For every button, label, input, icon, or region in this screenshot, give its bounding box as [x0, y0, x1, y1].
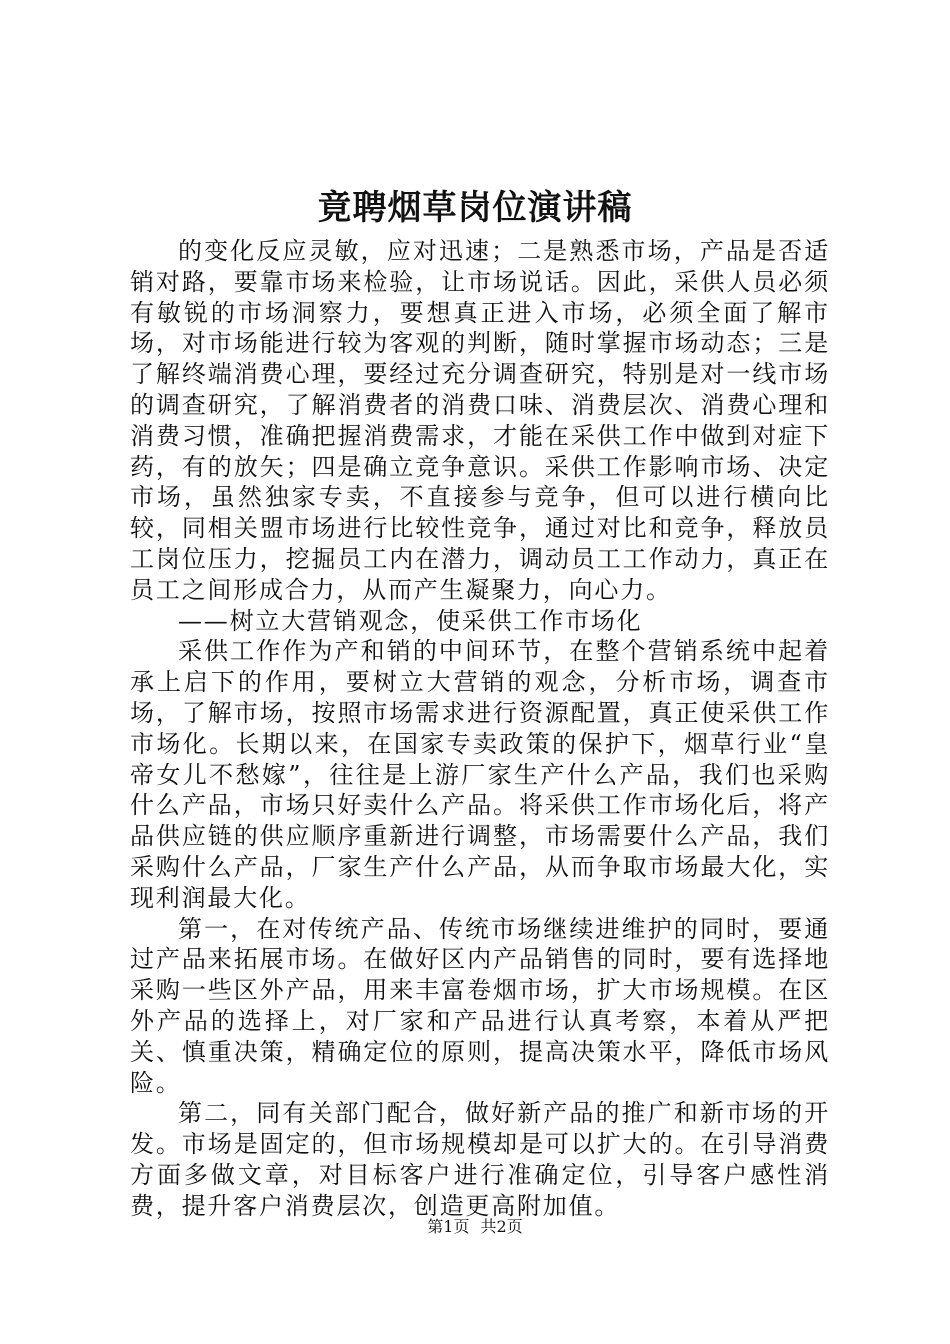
- document-body: [130, 236, 830, 1222]
- paragraph-1: 的变化反应灵敏，应对迅速；二是熟悉市场，产品是否适销对路，要靠市场来检验，让市场说话。因此，采供人员必须有敏锐的市场洞察力，要想真正进入市场，必须全面了解市场，对市场能进行较为客观的判断，随时掌握市场动态；三是了解终端消费心理，要经过充分调查研究，特别是对一线市场的调查研究，了解消费者的消费口味、消费层次、消费心理和消费习惯，准确把握消费需求，才能在采供工作中做到对症下药，有的放矢；四是确立竞争意识。采供工作影响市场、决定市场，虽然独家专卖，不直接参与竞争，但可以进行横向比较，同相关盟市场进行比较性竞争，通过对比和竞争，释放员工岗位压力，挖掘员工内在潜力，调动员工工作动力，真正在员工之间形成合力，从而产生凝聚力，向心力。: [130, 237, 830, 604]
- page-number: 第1页: [427, 1217, 470, 1236]
- page-footer: [0, 1216, 950, 1238]
- paragraph-3: 第一，在对传统产品、传统市场继续进维护的同时，要通过产品来拓展市场。在做好区内产品销售的同时，要有选择地采购一些区外产品，用来丰富卷烟市场，扩大市场规模。在区外产品的选择上，对厂家和产品进行认真考察，本着从严把关、慎重决策，精确定位的原则，提高决策水平，降低市场风险。: [130, 914, 830, 1097]
- page-total: 共2页: [480, 1217, 523, 1236]
- paragraph-4: 第二，同有关部门配合，做好新产品的推广和新市场的开发。市场是固定的，但市场规模却是可以扩大的。在引导消费方面多做文章，对目标客户进行准确定位，引导客户感性消费，提升客户消费层次，创造更高附加值。: [130, 1099, 830, 1220]
- document-title: 竟聘烟草岗位演讲稿: [317, 188, 633, 228]
- section-heading: ——树立大营销观念，使采供工作市场化: [178, 606, 643, 635]
- paragraph-2: 采供工作作为产和销的中间环节，在整个营销系统中起着承上启下的作用，要树立大营销的观念，分析市场，调查市场，了解市场，按照市场需求进行资源配置，真正使采供工作市场化。长期以来，在国家专卖政策的保护下，烟草行业“皇帝女儿不愁嫁”，往往是上游厂家生产什么产品，我们也采购什么产品，市场只好卖什么产品。将采供工作市场化后，将产品供应链的供应顺序重新进行调整，市场需要什么产品，我们采购什么产品，厂家生产什么产品，从而争取市场最大化，实现利润最大化。: [130, 637, 830, 912]
